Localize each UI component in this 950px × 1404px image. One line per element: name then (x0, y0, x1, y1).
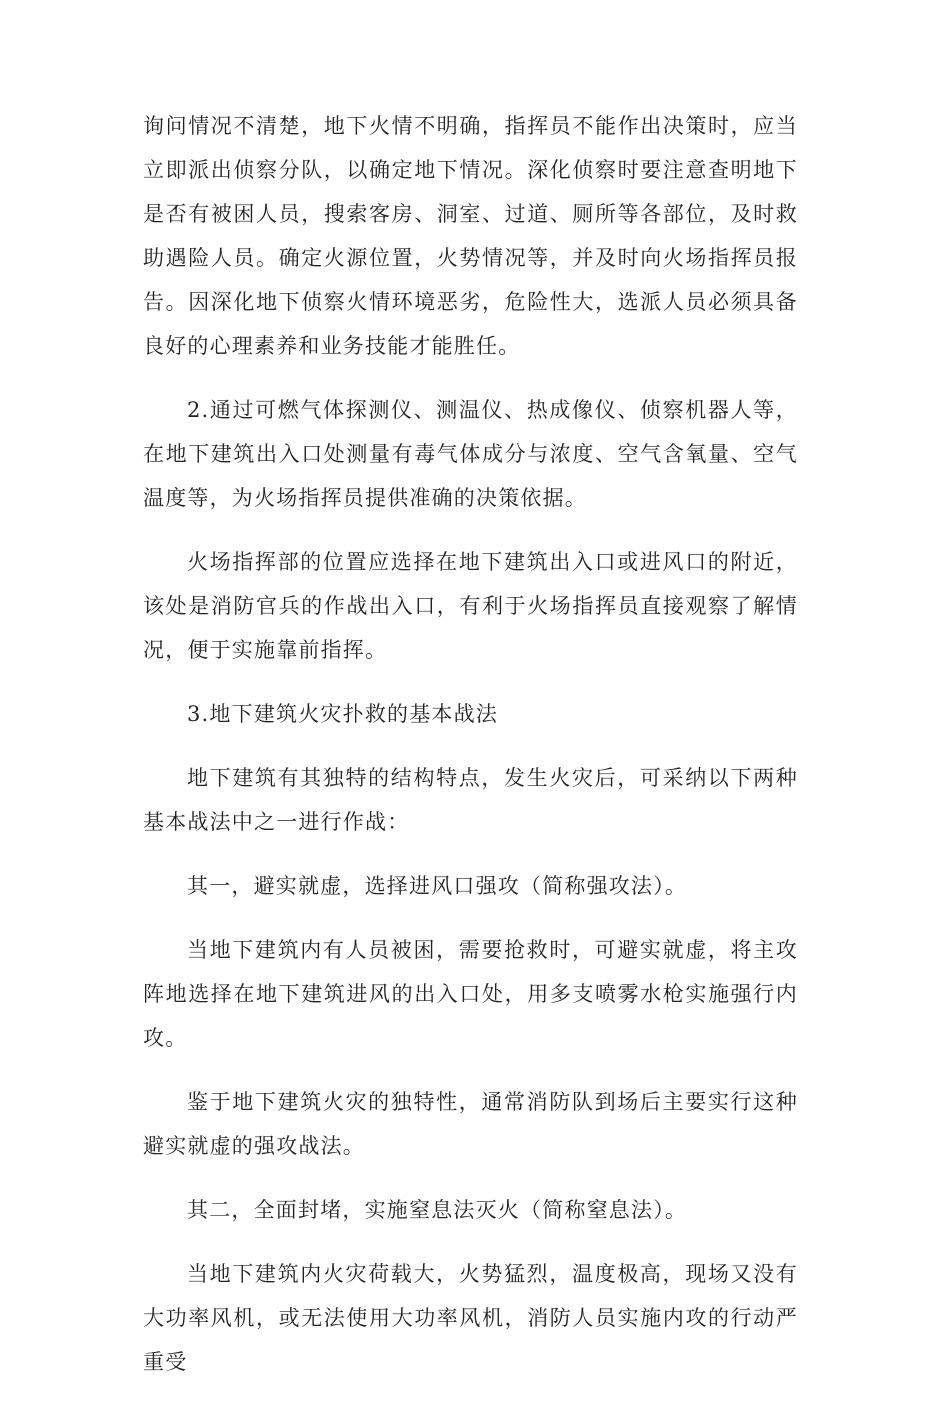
paragraph-9: 其二，全面封堵，实施窒息法灭火（简称窒息法）。 (187, 1198, 688, 1222)
paragraph-2: 2.通过可燃气体探测仪、测温仪、热成像仪、侦察机器人等，在地下建筑出入口处测量有毒气体成分与浓度、空气含氧量、空气温度等，为火场指挥员提供准确的决策依据。 (143, 398, 798, 510)
paragraph-6: 其一，避实就虚，选择进风口强攻（简称强攻法）。 (187, 874, 688, 898)
document-body (143, 104, 798, 1404)
paragraph-8: 鉴于地下建筑火灾的独特性，通常消防队到场后主要实行这种避实就虚的强攻战法。 (143, 1090, 798, 1158)
paragraph-7: 当地下建筑内有人员被困，需要抢救时，可避实就虚，将主攻阵地选择在地下建筑进风的出入口处，用多支喷雾水枪实施强行内攻。 (143, 938, 798, 1050)
paragraph-5: 地下建筑有其独特的结构特点，发生火灾后，可采纳以下两种基本战法中之一进行作战： (143, 766, 798, 834)
paragraph-1: 询问情况不清楚，地下火情不明确，指挥员不能作出决策时，应当立即派出侦察分队，以确定地下情况。深化侦察时要注意查明地下是否有被困人员，搜索客房、洞室、过道、厕所等各部位，及时救助遇险人员。确定火源位置，火势情况等，并及时向火场指挥员报告。因深化地下侦察火情环境恶劣，危险性大，选派人员必须具备良好的心理素养和业务技能才能胜任。 (143, 114, 798, 358)
section-heading-3: 3.地下建筑火灾扑救的基本战法 (187, 702, 499, 726)
paragraph-10: 当地下建筑内火灾荷载大，火势猛烈，温度极高，现场又没有大功率风机，或无法使用大功率风机，消防人员实施内攻的行动严重受 (143, 1262, 798, 1374)
paragraph-3: 火场指挥部的位置应选择在地下建筑出入口或进风口的附近，该处是消防官兵的作战出入口，有利于火场指挥员直接观察了解情况，便于实施靠前指挥。 (143, 550, 798, 662)
